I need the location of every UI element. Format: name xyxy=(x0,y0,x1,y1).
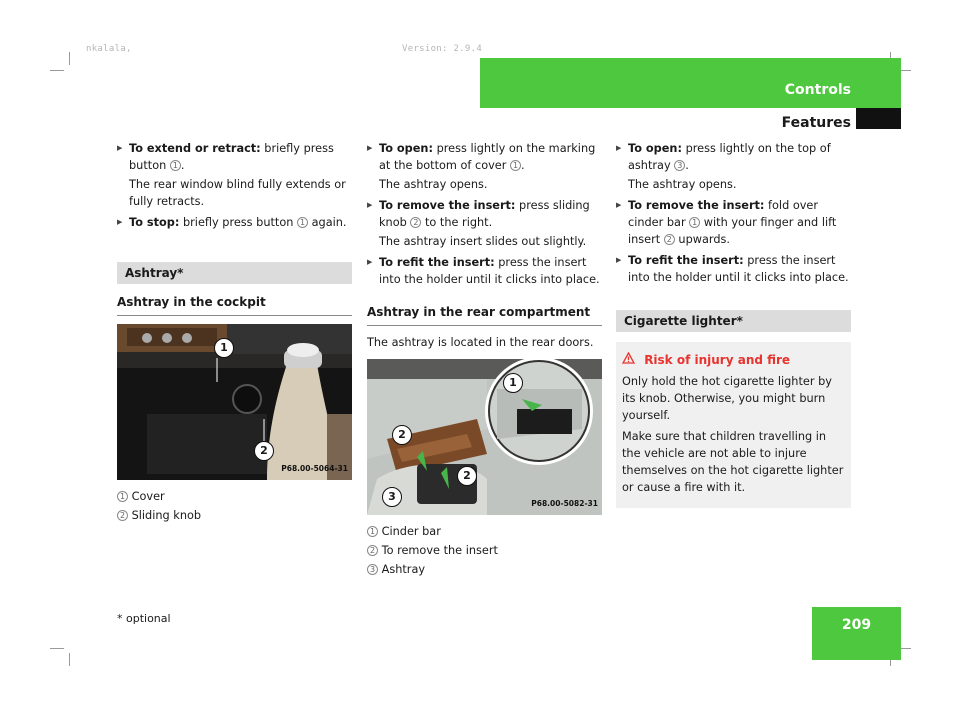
step-note: The rear window blind fully extends or fully retracts. xyxy=(129,178,346,208)
heading-ashtray-rear: Ashtray in the rear compartment xyxy=(367,304,602,326)
ref-number: 1 xyxy=(689,217,700,228)
instruction-open xyxy=(616,140,851,174)
instruction-stop xyxy=(117,214,352,231)
legend-cockpit xyxy=(117,488,352,524)
step-text: . xyxy=(180,159,185,172)
legend-item xyxy=(367,542,602,559)
ref-number: 3 xyxy=(674,160,685,171)
ref-number: 1 xyxy=(117,491,128,502)
callout-1: 1 xyxy=(214,338,234,358)
photo-code: P68.00-5082-31 xyxy=(531,499,598,508)
step-text: to the right. xyxy=(424,216,493,229)
step-text: press sliding knob xyxy=(379,199,590,229)
step-label: To remove the insert: xyxy=(628,199,765,212)
legend-label: To remove the insert xyxy=(381,544,498,557)
warning-title xyxy=(622,352,845,369)
legend-label: Ashtray xyxy=(381,563,426,576)
instruction-refit-insert xyxy=(367,254,602,288)
step-text: . xyxy=(685,159,689,172)
warning-triangle-icon xyxy=(622,352,636,369)
crop-mark xyxy=(50,70,64,71)
print-meta-right: Version: 2.9.4 xyxy=(402,44,483,54)
crop-mark xyxy=(69,653,70,666)
column-2 xyxy=(367,140,602,580)
callout-2: 2 xyxy=(392,425,412,445)
photo-cockpit-ashtray xyxy=(117,324,352,480)
step-label: To open: xyxy=(628,142,682,155)
warning-box xyxy=(616,342,851,508)
warning-paragraph: Make sure that children travelling in the vehicle are not able to injure themselves on the hot cigarette lighter or cause a fire with it. xyxy=(622,430,844,494)
ref-number: 1 xyxy=(297,217,308,228)
photo-code: P68.00-5064-31 xyxy=(281,464,348,473)
section-label: Controls xyxy=(784,82,851,98)
step-label: To stop: xyxy=(129,216,180,229)
step-text: briefly press button xyxy=(182,216,294,229)
column-3 xyxy=(616,140,851,508)
section-bar-ashtray: Ashtray* xyxy=(117,262,352,284)
ref-number: 1 xyxy=(367,526,378,537)
step-text: press the insert into the holder until it clicks into place. xyxy=(379,256,600,286)
callout-1: 1 xyxy=(503,373,523,393)
heading-ashtray-cockpit: Ashtray in the cockpit xyxy=(117,294,352,316)
step-label: To refit the insert: xyxy=(628,254,744,267)
legend-item xyxy=(117,507,352,524)
legend-item xyxy=(367,561,602,578)
ref-number: 1 xyxy=(170,160,181,171)
step-note: The ashtray opens. xyxy=(628,178,737,191)
instruction-open xyxy=(367,140,602,174)
ref-number: 2 xyxy=(664,234,675,245)
ref-number: 3 xyxy=(367,564,378,575)
legend-item xyxy=(117,488,352,505)
callout-2: 2 xyxy=(254,441,274,461)
step-text: upwards. xyxy=(678,233,730,246)
instruction-remove-insert xyxy=(616,197,851,248)
legend-label: Cinder bar xyxy=(381,525,441,538)
section-tab xyxy=(480,58,901,108)
crop-mark xyxy=(69,52,70,65)
print-meta-left: nkalala, xyxy=(86,44,132,54)
step-note: The ashtray opens. xyxy=(379,178,488,191)
step-note: The ashtray insert slides out slightly. xyxy=(379,235,587,248)
cockpit-photo-illustration xyxy=(117,324,352,480)
step-text: press lightly on the top of ashtray xyxy=(628,142,831,172)
instruction-extend-retract xyxy=(117,140,352,174)
photo-rear-ashtray xyxy=(367,359,602,515)
legend-label: Sliding knob xyxy=(131,509,202,522)
legend-label: Cover xyxy=(131,490,165,503)
page-title: Features xyxy=(781,115,851,131)
step-text: press the insert into the holder until it clicks into place. xyxy=(628,254,849,284)
step-label: To remove the insert: xyxy=(379,199,516,212)
step-label: To extend or retract: xyxy=(129,142,261,155)
warning-title-text: Risk of injury and fire xyxy=(644,353,791,367)
footnote-optional: * optional xyxy=(117,612,171,625)
section-marker xyxy=(856,108,901,129)
instruction-remove-insert xyxy=(367,197,602,231)
ref-number: 2 xyxy=(367,545,378,556)
legend-item xyxy=(367,523,602,540)
step-text: with your finger and lift insert xyxy=(628,216,837,246)
callout-2: 2 xyxy=(457,466,477,486)
ref-number: 1 xyxy=(510,160,521,171)
step-text: press lightly on the marking at the bottom of cover xyxy=(379,142,596,172)
column-1 xyxy=(117,140,352,526)
instruction-refit-insert xyxy=(616,252,851,286)
step-label: To refit the insert: xyxy=(379,256,495,269)
page-number: 209 xyxy=(841,617,872,633)
ref-number: 2 xyxy=(410,217,421,228)
warning-paragraph: Only hold the hot cigarette lighter by its knob. Otherwise, you might burn yourself. xyxy=(622,375,832,422)
callout-3: 3 xyxy=(382,487,402,507)
ref-number: 2 xyxy=(117,510,128,521)
step-text: again. xyxy=(311,216,347,229)
step-label: To open: xyxy=(379,142,433,155)
step-text: fold over cinder bar xyxy=(628,199,819,229)
step-text: briefly press button xyxy=(129,142,334,172)
legend-rear xyxy=(367,523,602,578)
page-number-tab xyxy=(812,607,901,660)
step-text: . xyxy=(521,159,525,172)
crop-mark xyxy=(50,648,64,649)
section-bar-cigarette-lighter: Cigarette lighter* xyxy=(616,310,851,332)
intro-text: The ashtray is located in the rear doors. xyxy=(367,336,594,349)
